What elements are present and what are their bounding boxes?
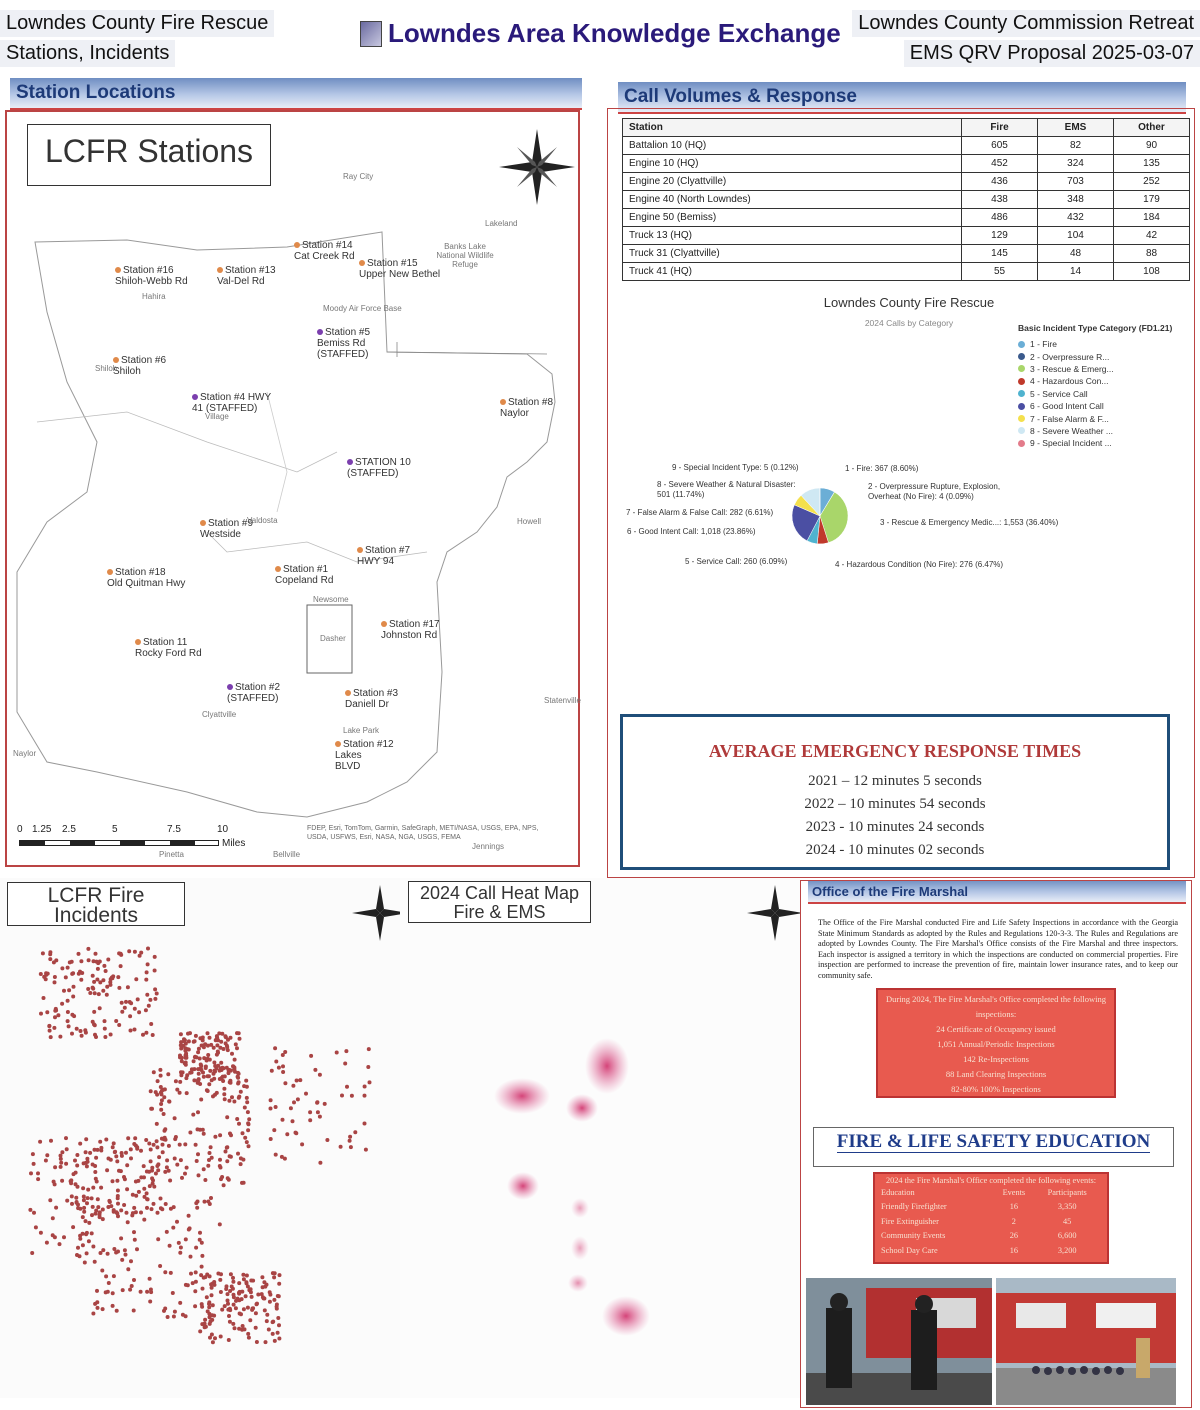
legend-swatch bbox=[1018, 353, 1025, 360]
education-cell: 2 bbox=[1011, 1216, 1016, 1226]
pie-legend-title: Basic Incident Type Category (FD1.21) bbox=[1018, 323, 1173, 333]
education-cell: 26 bbox=[1009, 1231, 1018, 1241]
column-header: EMS bbox=[1038, 119, 1114, 137]
station-label: Station #4 HWY 41 (STAFFED) bbox=[192, 392, 272, 414]
station-pin-icon bbox=[217, 267, 223, 273]
inspection-item: 82-80% 100% Inspections bbox=[951, 1084, 1041, 1094]
education-cell: 6,600 bbox=[1057, 1231, 1077, 1241]
table-cell: 104 bbox=[1038, 227, 1114, 245]
station-pin-icon bbox=[381, 621, 387, 627]
station-marker[interactable] bbox=[294, 240, 355, 262]
scale-label: 10 bbox=[217, 824, 229, 835]
education-row bbox=[881, 1243, 1101, 1258]
pie-data-label: 4 - Hazardous Condition (No Fire): 276 (6.47%) bbox=[835, 560, 1004, 569]
table-cell: 42 bbox=[1114, 227, 1190, 245]
station-locations-heading: Station Locations bbox=[10, 78, 582, 110]
legend-item bbox=[1018, 338, 1114, 350]
station-marker[interactable] bbox=[217, 265, 276, 287]
education-cell: 16 bbox=[1009, 1202, 1018, 1212]
station-marker[interactable] bbox=[381, 619, 440, 641]
station-label: Station #9 Westside bbox=[200, 518, 254, 540]
table-cell: Truck 41 (HQ) bbox=[623, 263, 962, 281]
station-pin-icon bbox=[347, 459, 353, 465]
legend-swatch bbox=[1018, 415, 1025, 422]
station-label: Station #15 Upper New Bethel bbox=[359, 258, 441, 280]
station-label: Station #14 Cat Creek Rd bbox=[294, 240, 355, 262]
table-cell: 82 bbox=[1038, 137, 1114, 155]
place-label: Village bbox=[205, 412, 229, 421]
station-pin-icon bbox=[357, 547, 363, 553]
station-label: Station #5 Bemiss Rd (STAFFED) bbox=[317, 327, 371, 360]
place-label: Newsome bbox=[313, 595, 349, 604]
station-pin-icon bbox=[335, 741, 341, 747]
table-row bbox=[623, 209, 1190, 227]
place-label: Dasher bbox=[320, 634, 346, 643]
table-cell: 14 bbox=[1038, 263, 1114, 281]
legend-swatch bbox=[1018, 378, 1025, 385]
heat-title-line2: Fire & EMS bbox=[453, 902, 546, 922]
scale-unit: Miles bbox=[222, 838, 246, 849]
legend-item bbox=[1018, 375, 1114, 387]
pie-data-label: 9 - Special Incident Type: 5 (0.12%) bbox=[672, 463, 799, 472]
legend-label: 3 - Rescue & Emerg... bbox=[1030, 363, 1114, 374]
station-pin-icon bbox=[200, 520, 206, 526]
table-row bbox=[623, 263, 1190, 281]
pie-chart-title: Lowndes County Fire Rescue bbox=[823, 295, 995, 310]
legend-item bbox=[1018, 412, 1114, 424]
table-cell: 605 bbox=[962, 137, 1038, 155]
station-pin-icon bbox=[115, 267, 121, 273]
station-pin-icon bbox=[113, 357, 119, 363]
site-logo-icon bbox=[360, 21, 382, 47]
station-pin-icon bbox=[227, 684, 233, 690]
table-cell: 55 bbox=[962, 263, 1038, 281]
place-label: Hahira bbox=[142, 292, 166, 301]
station-marker[interactable] bbox=[345, 688, 398, 710]
station-pin-icon bbox=[107, 569, 113, 575]
incidents-title-line1: LCFR Fire bbox=[47, 884, 145, 907]
education-column-header: Participants bbox=[1047, 1187, 1087, 1197]
legend-item bbox=[1018, 388, 1114, 400]
station-pin-icon bbox=[500, 399, 506, 405]
station-marker[interactable] bbox=[227, 682, 280, 704]
station-pin-icon bbox=[345, 690, 351, 696]
education-row bbox=[881, 1214, 1101, 1229]
station-pin-icon bbox=[294, 242, 300, 248]
column-header: Station bbox=[623, 119, 962, 137]
legend-item bbox=[1018, 400, 1114, 412]
site-title-text: Lowndes Area Knowledge Exchange bbox=[388, 18, 841, 48]
legend-swatch bbox=[1018, 341, 1025, 348]
station-label: Station #1 Copeland Rd bbox=[275, 564, 334, 586]
compass-rose-icon bbox=[352, 885, 400, 941]
station-label: Station #6 Shiloh bbox=[113, 355, 167, 377]
place-label: Howell bbox=[517, 517, 542, 526]
education-cell: 16 bbox=[1009, 1245, 1018, 1255]
response-times-box bbox=[620, 714, 1170, 870]
place-label: Bellville bbox=[273, 850, 301, 859]
education-row bbox=[881, 1229, 1101, 1244]
station-pin-icon bbox=[359, 260, 365, 266]
scale-label: 0 bbox=[17, 824, 23, 835]
header-right-line2: EMS QRV Proposal 2025-03-07 bbox=[904, 40, 1200, 67]
pie-data-label: 8 - Severe Weather & Natural Disaster: 501 (11.74%) bbox=[657, 480, 796, 499]
legend-swatch bbox=[1018, 427, 1025, 434]
compass-rose-icon bbox=[499, 129, 575, 205]
table-cell: 324 bbox=[1038, 155, 1114, 173]
map-attribution: FDEP, Esri, TomTom, Garmin, SafeGraph, METI/NASA, USGS, EPA, NPS, USDA, USFWS, Esri, NASA, NGA, USGS, FEMA bbox=[307, 825, 539, 841]
station-label: Station #3 Daniell Dr bbox=[345, 688, 399, 710]
header-right-line1: Lowndes County Commission Retreat bbox=[852, 10, 1200, 37]
station-marker[interactable] bbox=[500, 397, 553, 419]
education-intro: 2024 the Fire Marshal's Office completed the following events: bbox=[885, 1176, 1097, 1185]
table-cell: 452 bbox=[962, 155, 1038, 173]
site-title[interactable] bbox=[360, 18, 841, 49]
scale-label: 7.5 bbox=[167, 824, 181, 835]
station-map bbox=[5, 110, 580, 867]
legend-swatch bbox=[1018, 440, 1025, 447]
table-row bbox=[623, 191, 1190, 209]
table-cell: Truck 13 (HQ) bbox=[623, 227, 962, 245]
inspection-item: 1,051 Annual/Periodic Inspections bbox=[937, 1039, 1055, 1049]
legend-swatch bbox=[1018, 390, 1025, 397]
heat-blobs bbox=[494, 1038, 650, 1336]
table-cell: 179 bbox=[1114, 191, 1190, 209]
legend-item bbox=[1018, 425, 1114, 437]
education-box bbox=[873, 1172, 1109, 1264]
legend-swatch bbox=[1018, 365, 1025, 372]
place-label: Pinetta bbox=[159, 850, 184, 859]
photo-fire-truck-children bbox=[996, 1278, 1176, 1405]
station-label: Station #8 Naylor bbox=[500, 397, 554, 419]
inspection-item: 142 Re-Inspections bbox=[963, 1054, 1029, 1064]
education-column-header: Events bbox=[1002, 1187, 1026, 1197]
station-label: Station #7 HWY 94 bbox=[357, 545, 411, 567]
station-pin-icon bbox=[275, 566, 281, 572]
place-label: Jennings bbox=[472, 842, 505, 851]
station-pin-icon bbox=[317, 329, 323, 335]
photo-firefighters bbox=[806, 1278, 992, 1405]
fire-marshal-paragraph: The Office of the Fire Marshal conducted Fire and Life Safety Inspections in accordance with the Georgia State Minimum Standards as adopted by the Rules and Regulations 120-3-3. The Rules and Regulations are adopted by Lowndes County. The Fire Marshal's Office consists of the Fire Marshal and three inspectors. Each inspector is assigned a territory in which the inspections are conducted on commercial properties. Fire inspection are performed to increase the prevention of fire, maintain lower insurance rates, and to keep our community safe. bbox=[818, 918, 1178, 980]
heat-map bbox=[400, 878, 800, 1398]
table-cell: Engine 50 (Bemiss) bbox=[623, 209, 962, 227]
response-time-row: 2024 - 10 minutes 02 seconds bbox=[805, 842, 985, 858]
station-marker[interactable] bbox=[113, 355, 166, 377]
scale-label: 1.25 bbox=[32, 824, 52, 835]
education-row bbox=[881, 1200, 1101, 1215]
legend-label: 4 - Hazardous Con... bbox=[1030, 376, 1109, 387]
table-row bbox=[623, 227, 1190, 245]
legend-label: 9 - Special Incident ... bbox=[1030, 438, 1112, 449]
education-cell: School Day Care bbox=[881, 1245, 938, 1255]
pie-data-label: 7 - False Alarm & False Call: 282 (6.61%) bbox=[626, 508, 774, 517]
table-cell: 90 bbox=[1114, 137, 1190, 155]
education-column-header: Education bbox=[881, 1187, 915, 1197]
table-cell: 252 bbox=[1114, 173, 1190, 191]
response-time-row: 2023 - 10 minutes 24 seconds bbox=[805, 819, 985, 835]
column-header: Fire bbox=[962, 119, 1038, 137]
station-label: Station #2 (STAFFED) bbox=[227, 682, 281, 704]
station-marker[interactable] bbox=[200, 518, 253, 540]
place-label: Lakeland bbox=[485, 219, 518, 228]
inspection-item: 88 Land Clearing Inspections bbox=[945, 1069, 1047, 1079]
scale-bar-graphic bbox=[19, 840, 219, 846]
station-label: Station #16 Shiloh-Webb Rd bbox=[115, 265, 188, 287]
table-cell: Engine 20 (Clyattville) bbox=[623, 173, 962, 191]
compass-rose-icon bbox=[747, 885, 800, 941]
inspection-item: 24 Certificate of Occupancy issued bbox=[936, 1024, 1056, 1034]
place-label: Ray City bbox=[343, 172, 374, 181]
place-label: Valdosta bbox=[247, 516, 278, 525]
header-left-line1: Lowndes County Fire Rescue bbox=[0, 10, 274, 37]
place-label: Clyattville bbox=[202, 710, 237, 719]
pie-data-label: 1 - Fire: 367 (8.60%) bbox=[845, 464, 919, 473]
response-times-title: AVERAGE EMERGENCY RESPONSE TIMES bbox=[708, 741, 1082, 761]
education-cell: 3,350 bbox=[1057, 1202, 1077, 1212]
legend-label: 8 - Severe Weather ... bbox=[1030, 425, 1113, 436]
scale-label: 5 bbox=[112, 824, 118, 835]
response-time-row: 2021 – 12 minutes 5 seconds bbox=[808, 773, 982, 789]
table-cell: Engine 10 (HQ) bbox=[623, 155, 962, 173]
station-marker[interactable] bbox=[359, 258, 440, 280]
table-cell: 48 bbox=[1038, 245, 1114, 263]
table-cell: 486 bbox=[962, 209, 1038, 227]
station-marker[interactable] bbox=[275, 564, 333, 586]
station-marker[interactable] bbox=[335, 739, 394, 772]
table-cell: 108 bbox=[1114, 263, 1190, 281]
place-label: Statenville bbox=[544, 696, 581, 705]
heat-title-line1: 2024 Call Heat Map bbox=[419, 883, 580, 903]
pie-legend bbox=[1018, 338, 1114, 450]
legend-label: 5 - Service Call bbox=[1030, 388, 1088, 399]
response-time-row: 2022 – 10 minutes 54 seconds bbox=[804, 796, 986, 812]
call-volumes-table bbox=[622, 118, 1190, 281]
place-label: Banks Lake National Wildlife Refuge bbox=[436, 242, 494, 269]
table-cell: 432 bbox=[1038, 209, 1114, 227]
table-cell: 135 bbox=[1114, 155, 1190, 173]
education-cell: Fire Extinguisher bbox=[881, 1216, 939, 1226]
inspections-intro: During 2024, The Fire Marshal's Office completed the following inspections: bbox=[885, 994, 1107, 1019]
table-cell: 436 bbox=[962, 173, 1038, 191]
legend-item bbox=[1018, 350, 1114, 362]
station-label: Station #17 Johnston Rd bbox=[381, 619, 440, 641]
legend-label: 2 - Overpressure R... bbox=[1030, 351, 1110, 362]
legend-label: 1 - Fire bbox=[1030, 339, 1057, 350]
header-left-line2: Stations, Incidents bbox=[0, 40, 175, 67]
incident-points bbox=[28, 947, 371, 1345]
legend-swatch bbox=[1018, 403, 1025, 410]
place-label: Moody Air Force Base bbox=[323, 304, 402, 313]
pie-data-label: 6 - Good Intent Call: 1,018 (23.86%) bbox=[627, 527, 756, 536]
education-cell: 3,200 bbox=[1057, 1245, 1077, 1255]
table-cell: 88 bbox=[1114, 245, 1190, 263]
incidents-title-line2: Incidents bbox=[53, 904, 139, 927]
place-label: Shiloh bbox=[95, 364, 118, 373]
station-marker[interactable] bbox=[135, 637, 202, 659]
fire-marshal-heading: Office of the Fire Marshal bbox=[808, 880, 1186, 904]
pie-data-label: 2 - Overpressure Rupture, Explosion, Overheat (No Fire): 4 (0.09%) bbox=[868, 482, 1001, 501]
table-cell: Truck 31 (Clyattville) bbox=[623, 245, 962, 263]
station-label: Station #12 Lakes BLVD bbox=[335, 739, 394, 772]
table-cell: 438 bbox=[962, 191, 1038, 209]
station-marker[interactable] bbox=[107, 567, 185, 589]
station-pin-icon bbox=[192, 394, 198, 400]
pie-data-label: 5 - Service Call: 260 (6.09%) bbox=[685, 557, 788, 566]
station-label: Station #18 Old Quitman Hwy bbox=[107, 567, 186, 589]
education-table bbox=[881, 1185, 1101, 1258]
station-marker[interactable] bbox=[357, 545, 410, 567]
education-cell: Community Events bbox=[881, 1231, 946, 1241]
legend-item bbox=[1018, 437, 1114, 449]
table-cell: 129 bbox=[962, 227, 1038, 245]
station-pin-icon bbox=[135, 639, 141, 645]
education-title bbox=[813, 1127, 1174, 1167]
table-cell: 184 bbox=[1114, 209, 1190, 227]
table-cell: 703 bbox=[1038, 173, 1114, 191]
table-row bbox=[623, 245, 1190, 263]
table-cell: 348 bbox=[1038, 191, 1114, 209]
table-cell: 145 bbox=[962, 245, 1038, 263]
legend-label: 6 - Good Intent Call bbox=[1030, 401, 1104, 412]
pie-chart-subtitle: 2024 Calls by Category bbox=[864, 318, 954, 328]
table-cell: Battalion 10 (HQ) bbox=[623, 137, 962, 155]
station-label: Station 11 Rocky Ford Rd bbox=[135, 637, 202, 659]
inspections-box bbox=[876, 988, 1116, 1098]
call-volumes-heading: Call Volumes & Response bbox=[618, 82, 1186, 114]
stations-map-title: LCFR Stations bbox=[27, 124, 271, 186]
incidents-map bbox=[0, 878, 400, 1398]
pie-data-label: 3 - Rescue & Emergency Medic...: 1,553 (36.40%) bbox=[880, 518, 1059, 527]
legend-label: 7 - False Alarm & F... bbox=[1030, 413, 1109, 424]
column-header: Other bbox=[1114, 119, 1190, 137]
place-label: Lake Park bbox=[343, 726, 380, 735]
station-marker[interactable] bbox=[317, 327, 370, 360]
education-cell: Friendly Firefighter bbox=[881, 1202, 947, 1212]
station-marker[interactable] bbox=[347, 457, 411, 479]
table-row bbox=[623, 155, 1190, 173]
table-row bbox=[623, 137, 1190, 155]
education-cell: 45 bbox=[1063, 1216, 1072, 1226]
legend-item bbox=[1018, 363, 1114, 375]
table-row bbox=[623, 173, 1190, 191]
scale-label: 2.5 bbox=[62, 824, 76, 835]
station-label: Station #13 Val-Del Rd bbox=[217, 265, 276, 287]
station-marker[interactable] bbox=[115, 265, 188, 287]
station-marker[interactable] bbox=[192, 392, 271, 414]
station-label: STATION 10 (STAFFED) bbox=[347, 457, 411, 479]
scale-bar bbox=[17, 824, 317, 864]
table-cell: Engine 40 (North Lowndes) bbox=[623, 191, 962, 209]
place-label: Naylor bbox=[13, 749, 37, 758]
education-title-text: FIRE & LIFE SAFETY EDUCATION bbox=[836, 1131, 1151, 1152]
